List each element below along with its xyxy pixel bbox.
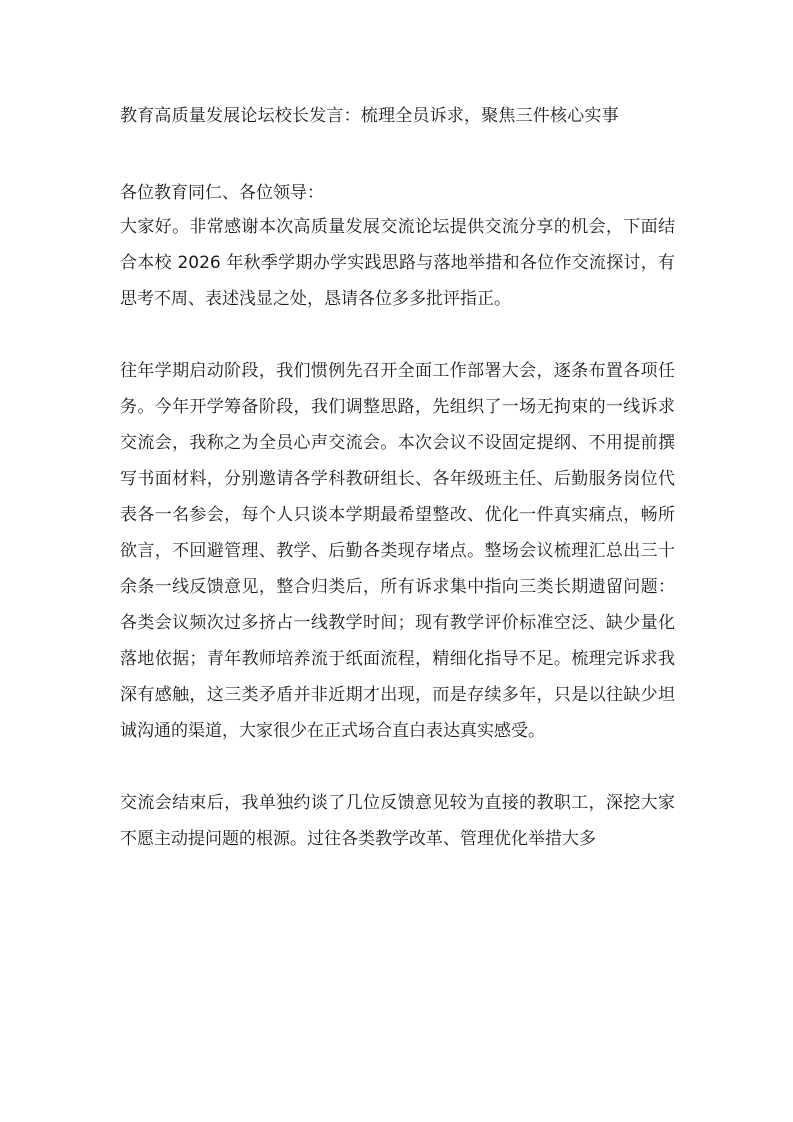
paragraph-1: 大家好。非常感谢本次高质量发展交流论坛提供交流分享的机会，下面结合本校 2026 年秋季学期办学实践思路与落地举措和各位作交流探讨，有思考不周、表述浅显之处，恳请各位多多批评指正。 <box>120 217 675 309</box>
salutation: 各位教育同仁、各位领导： <box>120 183 324 203</box>
document-title: 教育高质量发展论坛校长发言：梳理全员诉求，聚焦三件核心实事 <box>120 106 619 126</box>
paragraph-2: 往年学期启动阶段，我们惯例先召开全面工作部署大会，逐条布置各项任务。今年开学筹备阶段，我们调整思路，先组织了一场无拘束的一线诉求交流会，我称之为全员心声交流会。本次会议不设固定提纲、不用提前撰写书面材料，分别邀请各学科教研组长、各年级班主任、后勤服务岗位代表各一名参会，每个人只谈本学期最希望整改、优化一件真实痛点，畅所欲言，不回避管理、教学、后勤各类现存堵点。整场会议梳理汇总出三十余条一线反馈意见，整合归类后，所有诉求集中指向三类长期遗留问题：各类会议频次过多挤占一线教学时间；现有教学评价标准空泛、缺少量化落地依据；青年教师培养流于纸面流程，精细化指导不足。梳理完诉求我深有感触，这三类矛盾并非近期才出现，而是存续多年，只是以往缺少坦诚沟通的渠道，大家很少在正式场合直白表达真实感受。 <box>120 361 675 741</box>
document-page <box>120 100 675 857</box>
paragraph-3: 交流会结束后，我单独约谈了几位反馈意见较为直接的教职工，深挖大家不愿主动提问题的根源。过往各类教学改革、管理优化举措大多 <box>120 793 675 849</box>
